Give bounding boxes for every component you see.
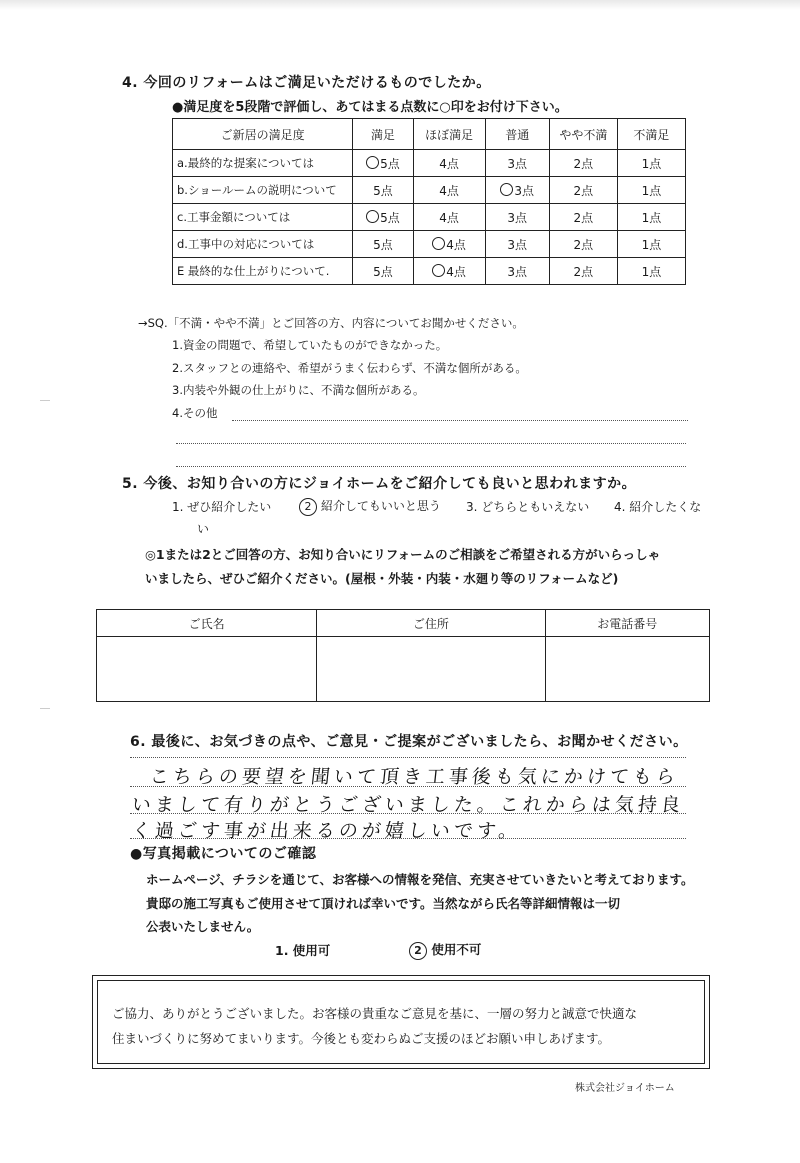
score-cell[interactable] bbox=[485, 258, 549, 285]
score-label: 3点 bbox=[507, 156, 528, 171]
score-label: 1点 bbox=[641, 210, 662, 225]
score-label: 1点 bbox=[641, 237, 662, 252]
q5-note-line-1: ◎1または2とご回答の方、お知り合いにリフォームのご相談をご希望される方がいらっしゃ bbox=[145, 547, 661, 562]
satisfaction-row-label: d.工事中の対応については bbox=[173, 231, 353, 258]
header-neutral: 普通 bbox=[485, 119, 549, 150]
score-label: 5点 bbox=[373, 237, 393, 252]
sq-option-2: 2.スタッフとの連絡や、希望がうまく伝わらず、不満な個所がある。 bbox=[172, 361, 527, 375]
score-label: 5点 bbox=[380, 210, 400, 225]
score-cell[interactable] bbox=[413, 258, 485, 285]
thanks-box bbox=[92, 975, 710, 1069]
score-cell[interactable] bbox=[353, 258, 413, 285]
referral-header-address: ご住所 bbox=[317, 610, 545, 637]
photo-option-2 bbox=[409, 940, 481, 960]
referral-name-cell[interactable] bbox=[97, 637, 317, 702]
selected-circle-mark bbox=[432, 264, 445, 277]
score-cell[interactable] bbox=[485, 177, 549, 204]
company-name: 株式会社ジョイホーム bbox=[575, 1083, 675, 1094]
question-6-title: 6. 最後に、お気づきの点や、ご意見・ご提案がございましたら、お聞かせください。 bbox=[130, 734, 688, 750]
satisfaction-table bbox=[172, 118, 686, 285]
thanks-box-inner bbox=[97, 980, 705, 1064]
scan-mark bbox=[40, 400, 50, 401]
score-label: 1点 bbox=[641, 183, 662, 198]
selected-circle-mark bbox=[432, 237, 445, 250]
score-label: 3点 bbox=[507, 237, 528, 252]
score-cell[interactable] bbox=[549, 258, 617, 285]
satisfaction-header-row bbox=[173, 119, 686, 150]
q5-option-1: 1. ぜひ紹介したい bbox=[172, 500, 272, 514]
question-5-title: 5. 今後、お知り合いの方にジョイホームをご紹介しても良いと思われますか。 bbox=[122, 476, 637, 492]
score-cell[interactable] bbox=[617, 177, 685, 204]
score-label: 2点 bbox=[573, 210, 594, 225]
sq-other-line bbox=[232, 420, 688, 421]
score-cell[interactable] bbox=[353, 150, 413, 177]
score-cell[interactable] bbox=[485, 204, 549, 231]
q5-note-line-2: いましたら、ぜひご紹介ください。(屋根・外装・内装・水廻り等のリフォームなど) bbox=[145, 571, 619, 586]
photo-option-1: 1. 使用可 bbox=[275, 943, 331, 958]
satisfaction-row-label: a.最終的な提案については bbox=[173, 150, 353, 177]
score-cell[interactable] bbox=[413, 150, 485, 177]
scan-mark bbox=[40, 708, 50, 709]
photo-consent-line-1: ホームページ、チラシを通じて、お客様への情報を発信、充実させていきたいと考えております。 bbox=[146, 872, 694, 887]
q5-option-2-circled-number: 2 bbox=[299, 498, 317, 516]
sq-intro: →SQ.「不満・やや不満」とご回答の方、内容についてお聞かせください。 bbox=[138, 316, 524, 330]
score-cell[interactable] bbox=[413, 177, 485, 204]
handwritten-comment-line-1: こちらの要望を聞いて頂き工事後も気にかけてもら bbox=[148, 766, 681, 788]
score-cell[interactable] bbox=[549, 150, 617, 177]
score-cell[interactable] bbox=[353, 231, 413, 258]
sq-option-1: 1.資金の問題で、希望していたものができなかった。 bbox=[172, 338, 448, 352]
score-label: 2点 bbox=[573, 237, 594, 252]
photo-option-2-circled-number: 2 bbox=[409, 942, 427, 960]
photo-consent-title: ●写真掲載についてのご確認 bbox=[130, 846, 317, 862]
score-label: 5点 bbox=[373, 264, 393, 279]
thanks-line-2: 住まいづくりに努めてまいります。今後とも変わらぬご支援のほどお願い申しあげます。 bbox=[112, 1031, 611, 1046]
satisfaction-row bbox=[173, 150, 686, 177]
score-label: 4点 bbox=[439, 210, 459, 225]
score-cell[interactable] bbox=[549, 204, 617, 231]
referral-address-cell[interactable] bbox=[317, 637, 545, 702]
header-mostly-satisfied: ほぼ満足 bbox=[413, 119, 485, 150]
score-label: 4点 bbox=[446, 264, 466, 279]
header-category: ご新居の満足度 bbox=[173, 119, 353, 150]
score-cell[interactable] bbox=[413, 231, 485, 258]
q5-option-4-wrap: い bbox=[197, 522, 210, 536]
photo-consent-line-2: 貴邸の施工写真もご使用させて頂ければ幸いです。当然ながら氏名等詳細情報は一切 bbox=[146, 896, 621, 911]
score-label: 3点 bbox=[514, 183, 535, 198]
satisfaction-row-label: E 最終的な仕上がりについて. bbox=[173, 258, 353, 285]
score-label: 4点 bbox=[446, 237, 466, 252]
score-cell[interactable] bbox=[485, 150, 549, 177]
score-label: 2点 bbox=[573, 183, 594, 198]
photo-option-2-label: 使用不可 bbox=[431, 942, 482, 957]
score-cell[interactable] bbox=[485, 231, 549, 258]
score-cell[interactable] bbox=[549, 177, 617, 204]
score-cell[interactable] bbox=[413, 204, 485, 231]
q5-option-2 bbox=[299, 497, 441, 516]
satisfaction-row bbox=[173, 231, 686, 258]
referral-table bbox=[96, 609, 710, 702]
header-dissatisfied: 不満足 bbox=[617, 119, 685, 150]
thanks-line-1: ご協力、ありがとうございました。お客様の貴重なご意見を基に、一層の努力と誠意で快適な bbox=[112, 1006, 638, 1021]
score-cell[interactable] bbox=[617, 204, 685, 231]
selected-circle-mark bbox=[366, 210, 379, 223]
score-label: 4点 bbox=[439, 156, 459, 171]
handwritten-comment-line-3: く過ごす事が出来るのが嬉しいです。 bbox=[130, 820, 523, 842]
selected-circle-mark bbox=[500, 183, 513, 196]
sq-other-line bbox=[176, 443, 686, 444]
satisfaction-row bbox=[173, 258, 686, 285]
score-cell[interactable] bbox=[617, 258, 685, 285]
q5-option-4: 4. 紹介したくな bbox=[614, 500, 702, 514]
score-cell[interactable] bbox=[617, 150, 685, 177]
score-label: 4点 bbox=[439, 183, 459, 198]
score-label: 3点 bbox=[507, 264, 528, 279]
photo-consent-line-3: 公表いたしません。 bbox=[146, 919, 260, 934]
satisfaction-row-label: c.工事金額については bbox=[173, 204, 353, 231]
question-4-title: 4. 今回のリフォームはご満足いただけるものでしたか。 bbox=[122, 75, 491, 91]
question-4-instruction: ●満足度を5段階で評価し、あてはまる点数に○印をお付け下さい。 bbox=[172, 100, 568, 115]
score-cell[interactable] bbox=[353, 204, 413, 231]
score-cell[interactable] bbox=[549, 231, 617, 258]
score-cell[interactable] bbox=[617, 231, 685, 258]
score-label: 1点 bbox=[641, 264, 662, 279]
handwritten-comment-line-2: いまして有りがとうございました。これからは気持良 bbox=[130, 794, 686, 816]
comment-line bbox=[130, 757, 686, 758]
score-label: 1点 bbox=[641, 156, 662, 171]
score-label: 2点 bbox=[573, 156, 594, 171]
selected-circle-mark bbox=[366, 156, 379, 169]
scan-edge bbox=[0, 0, 800, 10]
header-satisfied: 満足 bbox=[353, 119, 413, 150]
score-label: 5点 bbox=[373, 183, 393, 198]
satisfaction-row-label: b.ショールームの説明について bbox=[173, 177, 353, 204]
satisfaction-row bbox=[173, 177, 686, 204]
q5-option-2-label: 紹介してもいいと思う bbox=[320, 499, 441, 513]
sq-option-4: 4.その他 bbox=[172, 406, 218, 420]
referral-phone-cell[interactable] bbox=[545, 637, 710, 702]
score-label: 3点 bbox=[507, 210, 528, 225]
header-somewhat-dissatisfied: やや不満 bbox=[549, 119, 617, 150]
sq-option-3: 3.内装や外観の仕上がりに、不満な個所がある。 bbox=[172, 383, 425, 397]
sq-other-line bbox=[176, 466, 686, 467]
score-label: 5点 bbox=[380, 156, 400, 171]
referral-header-name: ご氏名 bbox=[97, 610, 317, 637]
q5-option-3: 3. どちらともいえない bbox=[466, 500, 590, 514]
satisfaction-row bbox=[173, 204, 686, 231]
score-cell[interactable] bbox=[353, 177, 413, 204]
referral-entry-row bbox=[97, 637, 710, 702]
referral-header-row bbox=[97, 610, 710, 637]
score-label: 2点 bbox=[573, 264, 594, 279]
referral-header-phone: お電話番号 bbox=[545, 610, 710, 637]
